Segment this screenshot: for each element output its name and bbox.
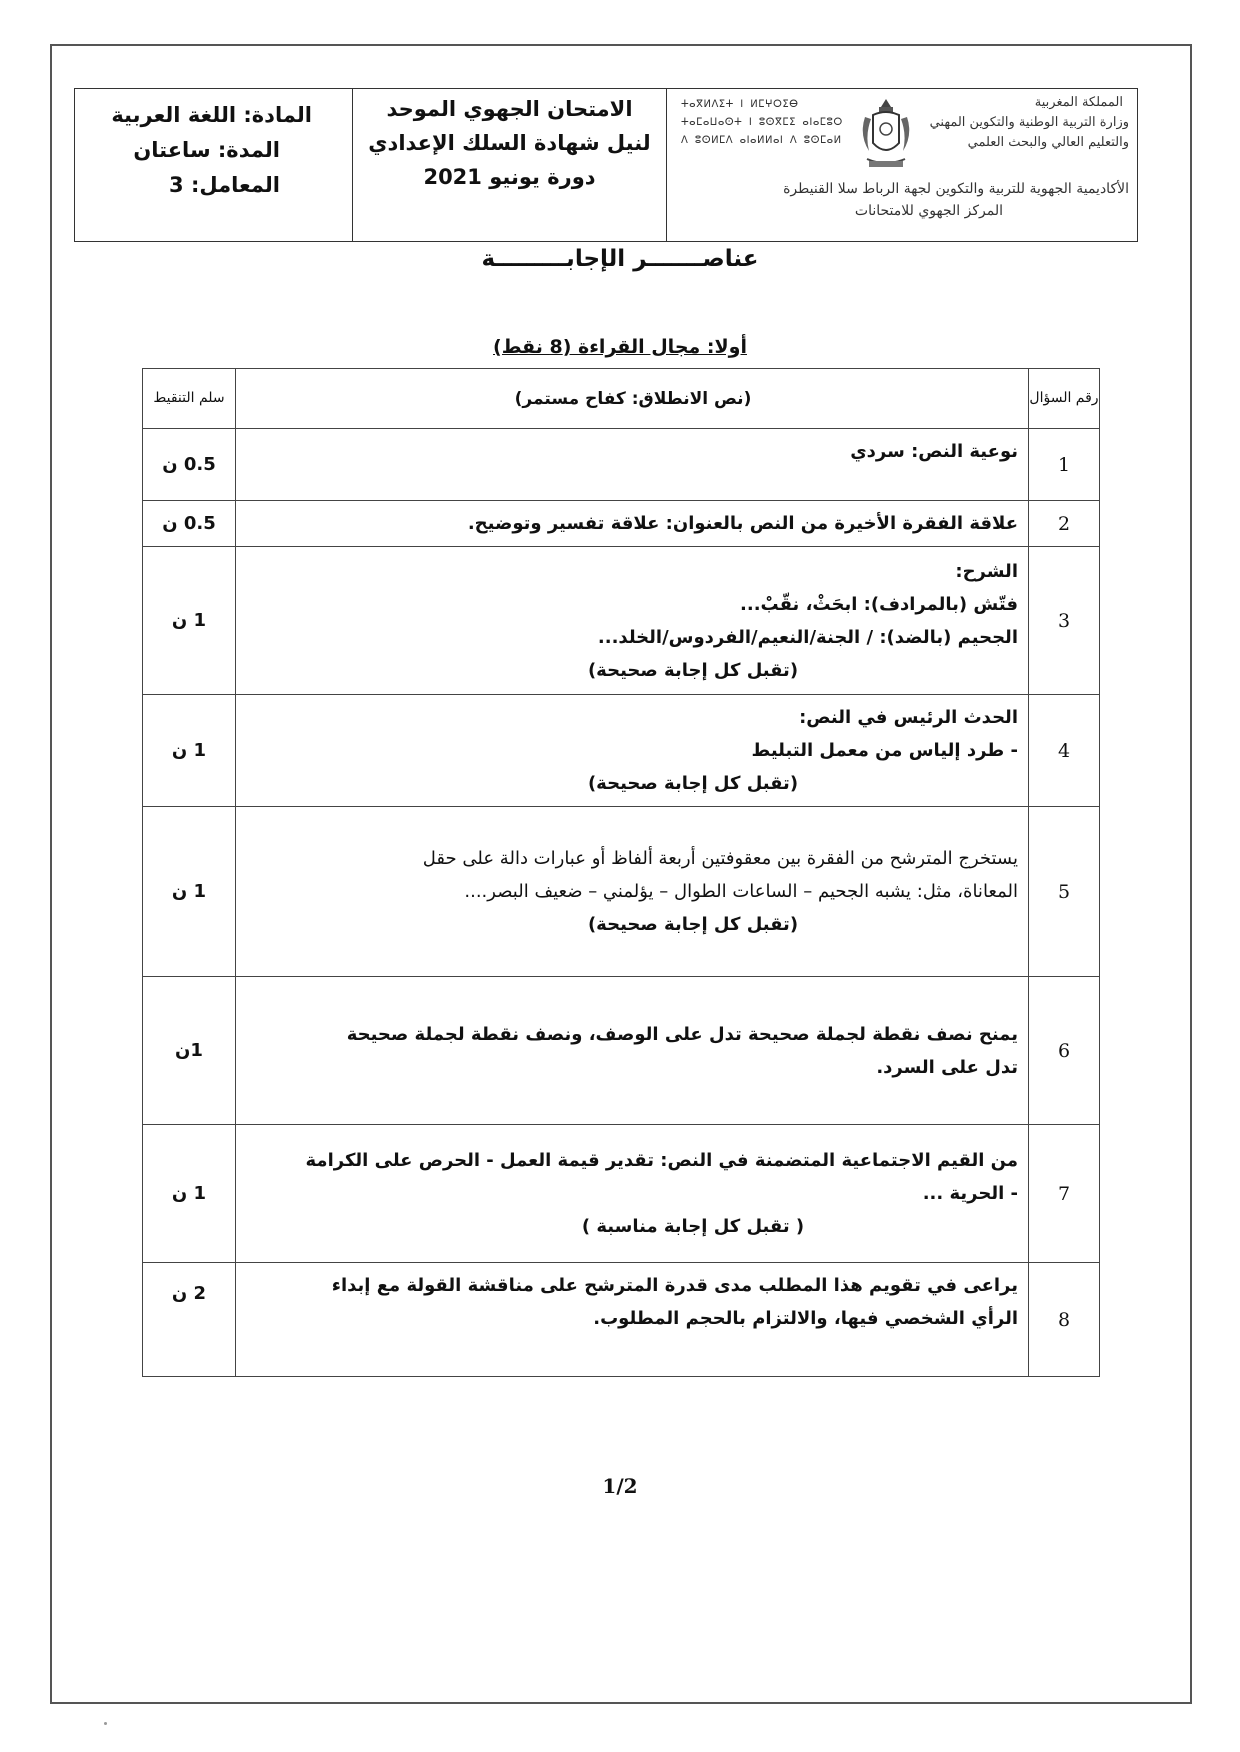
kingdom-label: المملكة المغربية bbox=[1034, 95, 1123, 110]
page-number: 1/2 bbox=[602, 1474, 638, 1498]
answer-cell bbox=[236, 977, 1029, 1125]
score-cell: 1ن bbox=[143, 977, 236, 1125]
exam-title-line2: لنيل شهادة السلك الإعدادي bbox=[368, 131, 651, 155]
tifinagh-line2: ⵜⴰⵎⴰⵡⴰⵙⵜ ⵏ ⵓⵙⴳⵎⵉ ⴰⵏⴰⵎⵓⵔ bbox=[681, 117, 843, 128]
answer-cell bbox=[236, 1263, 1029, 1377]
exam-title-line1: الامتحان الجهوي الموحد bbox=[386, 97, 633, 121]
answer-line: فتّش (بالمرادف): ابحَثْ، نقّبْ... bbox=[740, 593, 1018, 615]
exam-header bbox=[74, 88, 1138, 242]
answer-cell bbox=[236, 429, 1029, 501]
answer-cell bbox=[236, 501, 1029, 547]
answers-title: عناصـــــــر الإجابـــــــــة bbox=[481, 246, 759, 272]
answer-line: - الحرية ... bbox=[922, 1183, 1018, 1204]
answer-note: ( تقبل كل إجابة مناسبة ) bbox=[581, 1216, 805, 1237]
duration-label: المدة: ساعتان bbox=[133, 138, 280, 162]
subject-label: المادة: اللغة العربية bbox=[111, 103, 312, 127]
ministry-line2: والتعليم العالي والبحث العلمي bbox=[967, 135, 1129, 150]
exam-title-block bbox=[353, 89, 667, 241]
question-number: 5 bbox=[1029, 807, 1100, 977]
question-number: 1 bbox=[1029, 429, 1100, 501]
question-number: 8 bbox=[1029, 1263, 1100, 1377]
answer-line: نوعية النص: سردي bbox=[850, 441, 1018, 462]
answers-table bbox=[142, 368, 1100, 1377]
answer-line: علاقة الفقرة الأخيرة من النص بالعنوان: علاقة تفسير وتوضيح. bbox=[467, 513, 1018, 534]
header-scoring-scale: سلم التنقيط bbox=[143, 369, 236, 429]
answer-line: - طرد إلياس من معمل التبليط bbox=[751, 740, 1018, 761]
answer-line: المعاناة، مثل: يشبه الجحيم – الساعات الطوال – يؤلمني – ضعيف البصر.... bbox=[464, 881, 1018, 902]
answer-line: يمنح نصف نقطة لجملة صحيحة تدل على الوصف، ونصف نقطة لجملة صحيحة bbox=[346, 1023, 1018, 1045]
answer-line: الشرح: bbox=[955, 560, 1018, 582]
table-row bbox=[143, 977, 1100, 1125]
answer-line: من القيم الاجتماعية المتضمنة في النص: تقدير قيمة العمل - الحرص على الكرامة bbox=[305, 1150, 1018, 1171]
score-cell: 1 ن bbox=[143, 547, 236, 695]
answer-cell bbox=[236, 1125, 1029, 1263]
answer-line: الحدث الرئيس في النص: bbox=[799, 707, 1018, 728]
question-number: 3 bbox=[1029, 547, 1100, 695]
table-row bbox=[143, 695, 1100, 807]
ministry-line1: وزارة التربية الوطنية والتكوين المهني bbox=[929, 115, 1129, 130]
header-source-text: (نص الانطلاق: كفاح مستمر) bbox=[236, 369, 1029, 429]
answer-note: (تقبل كل إجابة صحيحة) bbox=[587, 914, 799, 935]
question-number: 7 bbox=[1029, 1125, 1100, 1263]
answer-line: تدل على السرد. bbox=[876, 1056, 1018, 1078]
subject-info bbox=[75, 89, 353, 241]
table-header-row bbox=[143, 369, 1100, 429]
answer-line: يستخرج المترشح من الفقرة بين معقوفتين أربعة ألفاظ أو عبارات دالة على حقل bbox=[422, 848, 1018, 869]
table-row bbox=[143, 501, 1100, 547]
question-number: 6 bbox=[1029, 977, 1100, 1125]
section-title: أولا: مجال القراءة (8 نقط) bbox=[493, 336, 747, 358]
academy-label: الأكاديمية الجهوية للتربية والتكوين لجهة الرباط سلا القنيطرة bbox=[783, 181, 1129, 197]
answer-cell bbox=[236, 807, 1029, 977]
table-row bbox=[143, 1263, 1100, 1377]
ministry-block bbox=[667, 89, 1137, 241]
answer-line: يراعى في تقويم هذا المطلب مدى قدرة المترشح على مناقشة القولة مع إبداء bbox=[331, 1275, 1018, 1296]
exam-session: دورة يونيو 2021 bbox=[423, 165, 596, 189]
table-row bbox=[143, 547, 1100, 695]
table-row bbox=[143, 807, 1100, 977]
answer-note: (تقبل كل إجابة صحيحة) bbox=[587, 773, 799, 794]
question-number: 4 bbox=[1029, 695, 1100, 807]
score-cell: 1 ن bbox=[143, 695, 236, 807]
answer-cell bbox=[236, 695, 1029, 807]
tifinagh-line1: ⵜⴰⴳⵍⴷⵉⵜ ⵏ ⵍⵎⵖⵔⵉⴱ bbox=[681, 99, 799, 110]
coefficient-label: المعامل: 3 bbox=[169, 173, 280, 197]
score-cell: 1 ن bbox=[143, 807, 236, 977]
score-cell: 2 ن bbox=[143, 1263, 236, 1377]
table-row bbox=[143, 1125, 1100, 1263]
score-cell: 1 ن bbox=[143, 1125, 236, 1263]
answer-line: الجحيم (بالضد): / الجنة/النعيم/الفردوس/الخلد... bbox=[597, 626, 1018, 648]
scan-speck bbox=[104, 1722, 107, 1725]
header-question-number: رقم السؤال bbox=[1029, 369, 1100, 429]
answer-line: الرأي الشخصي فيها، والالتزام بالحجم المطلوب. bbox=[593, 1308, 1018, 1329]
kingdom-emblem-icon bbox=[855, 95, 917, 175]
score-cell: 0.5 ن bbox=[143, 501, 236, 547]
table-row bbox=[143, 429, 1100, 501]
question-number: 2 bbox=[1029, 501, 1100, 547]
tifinagh-line3: ⴷ ⵓⵙⵍⵎⴷ ⴰⵏⴰⵍⵍⴰⵏ ⴷ ⵓⵙⵎⴰⵍ bbox=[681, 135, 842, 146]
exam-center-label: المركز الجهوي للامتحانات bbox=[854, 203, 1003, 219]
answer-cell bbox=[236, 547, 1029, 695]
score-cell: 0.5 ن bbox=[143, 429, 236, 501]
answer-note: (تقبل كل إجابة صحيحة) bbox=[587, 659, 799, 681]
